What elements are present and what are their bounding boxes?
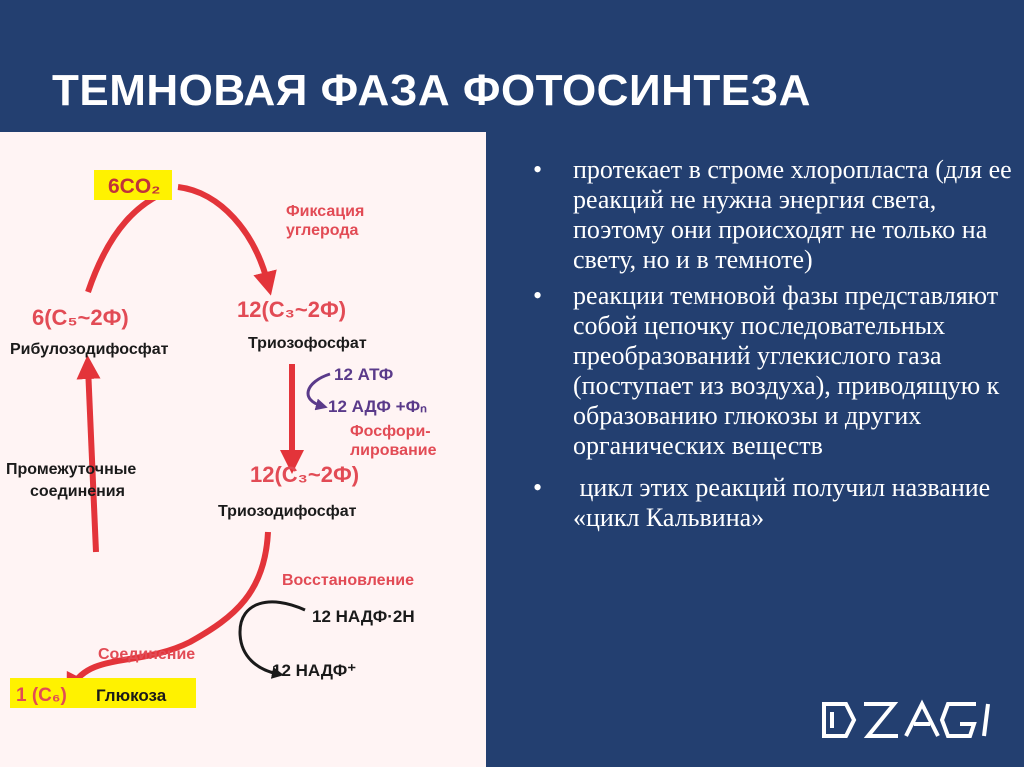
c3-mid-formula: 12(C₃~2Ф) bbox=[250, 462, 360, 487]
dzagi-logo-icon bbox=[818, 696, 998, 744]
bullet-marker: • bbox=[533, 473, 543, 502]
bullet-marker: • bbox=[533, 155, 543, 184]
c3-top-formula: 12(C₃~2Ф) bbox=[237, 297, 347, 322]
arrow-atp bbox=[308, 374, 330, 406]
arrow-regeneration bbox=[88, 367, 96, 552]
joining-label: Соединение bbox=[98, 646, 196, 663]
fixation-label-2: углерода bbox=[286, 222, 359, 239]
bullet-list bbox=[533, 155, 1013, 539]
phosphorylation-label-1: Фосфори- bbox=[350, 423, 431, 440]
bullet-text: реакции темновой фазы представляют собой цепочку последовательных преобразований углекислого газа (поступает из воздуха), приводящую к образованию глюкозы и других органических веществ bbox=[573, 281, 1000, 460]
diagram-canvas bbox=[0, 132, 486, 767]
intermediate-label-2: соединения bbox=[30, 483, 125, 500]
bullet-text: цикл этих реакций получил название «цикл Кальвина» bbox=[573, 473, 997, 532]
phosphorylation-label-2: лирование bbox=[350, 442, 437, 459]
arc-reduction bbox=[72, 532, 268, 687]
reduction-label: Восстановление bbox=[282, 572, 414, 589]
bullet-item bbox=[533, 281, 1013, 461]
bullet-item bbox=[533, 473, 1013, 533]
adp-label: 12 АДФ +Фₙ bbox=[328, 397, 427, 416]
atp-label: 12 АТФ bbox=[334, 365, 394, 384]
bullet-text: протекает в строме хлоропласта (для ее реакций не нужна энергия света, поэтому они происходят не только на свету, но и в темноте) bbox=[573, 155, 1012, 274]
intermediate-label-1: Промежуточные bbox=[6, 461, 137, 478]
glucose-formula: 1 (C₆) bbox=[16, 685, 67, 706]
rubp-label: Рибулозодифосфат bbox=[10, 341, 169, 358]
glucose-label: Глюкоза bbox=[96, 686, 167, 705]
co2-label: 6CO₂ bbox=[108, 175, 161, 198]
fixation-label-1: Фиксация bbox=[286, 203, 365, 220]
slide-title: ТЕМНОВАЯ ФАЗА ФОТОСИНТЕЗА bbox=[52, 66, 811, 115]
arrow-fixation bbox=[178, 187, 268, 284]
rubp-formula: 6(C₅~2Ф) bbox=[32, 305, 129, 330]
triose-label: Триозофосфат bbox=[248, 335, 367, 352]
bullet-marker: • bbox=[533, 281, 543, 310]
calvin-cycle-diagram bbox=[0, 132, 486, 767]
nadp-label: 12 НАДФ⁺ bbox=[272, 661, 357, 680]
nadph-label: 12 НАДФ·2Н bbox=[312, 607, 415, 626]
arc-rubp-to-co2 bbox=[88, 190, 170, 292]
triosediphosphate-label: Триозодифосфат bbox=[218, 503, 357, 520]
bullet-item bbox=[533, 155, 1013, 275]
